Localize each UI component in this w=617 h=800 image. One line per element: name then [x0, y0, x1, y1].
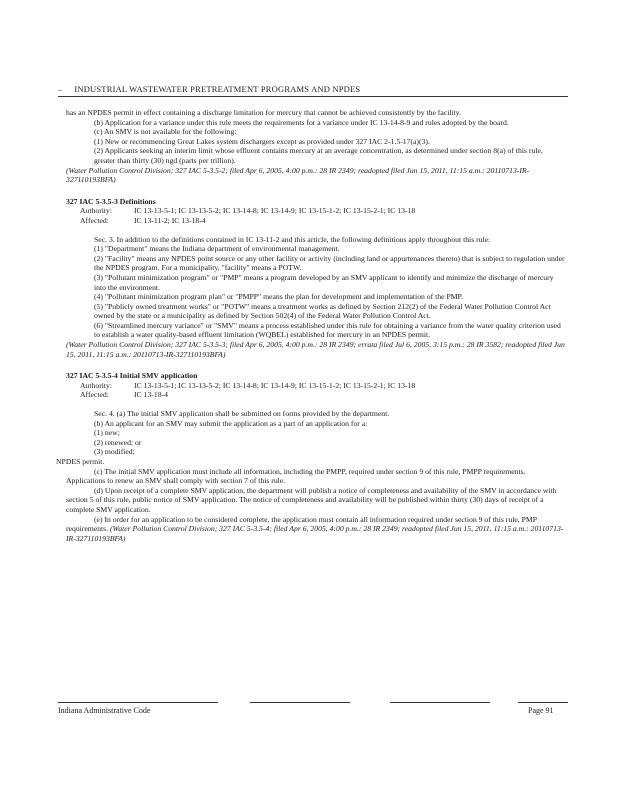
sec4-subsection-c: (c) The initial SMV application must include all information, including the PMPP, required under section 9 of this rule, PMPP requirements. Applications to renew an SMV shall comply with section 7 of this rule.	[66, 466, 526, 486]
document-body	[56, 108, 566, 543]
header-dash: –	[58, 84, 63, 94]
footer-rule-mid	[250, 702, 350, 703]
sec4-subsection-e: (e) In order for an application to be considered complete, the application must contain all information required under section 9 of this rule, PMP requirements. (Water Pollution Control Division; 327 IAC 5-3.5-4; filed Apr 6, 2005, 4:00 p.m.: 28 IR 2349; readopted filed Jun 15, 2011, 11:15 a.m.: 20110713-IR-327110193BFA)	[66, 514, 564, 543]
footer-rule-mid2	[390, 702, 490, 703]
footer-code-name: Indiana Administrative Code	[58, 706, 151, 715]
sec3-def-4: (4) "Pollutant minimization program plan" or "PMPP" means the plan for development and implementation of the PMP.	[94, 292, 463, 302]
sec3-authority: Authority: IC 13-13-5-1; IC 13-13-5-2; IC 13-14-8; IC 13-14-9; IC 13-15-1-2; IC 13-15-2-1; IC 13-18	[80, 206, 416, 216]
sec2-subsection-c: (c) An SMV is not available for the following:	[94, 127, 237, 137]
sec4-item-1: (1) new;	[94, 428, 120, 438]
sec2-item-2: (2) Applicants seeking an interim limit whose effluent contains mercury at an average concentration, as determined under section 8(a) of this rule, greater than thirty (30) ngd (parts per trillion).	[94, 146, 543, 165]
sec2-history-note: (Water Pollution Control Division; 327 IAC 5-3.5-2; filed Apr 6, 2005, 4:00 p.m.: 28 IR 2349; readopted filed Jun 15, 2011, 11:15 a.m.: 20110713-IR-327110193BFA)	[66, 165, 530, 185]
footer-rule-right	[518, 702, 568, 703]
sec2-item-1: (1) New or recommencing Great Lakes system dischargers except as provided under 327 IAC 2-1.5-17(a)(3).	[94, 136, 430, 146]
sec2-continuation: has an NPDES permit in effect containing a discharge limitation for mercury that cannot be achieved consistently by the facility.	[66, 108, 462, 117]
page-number: Page 91	[528, 706, 554, 715]
sec2-subsection-b: (b) Application for a variance under this rule meets the requirements for a variance under IC 13-14-8-9 and rules adopted by the board.	[94, 117, 509, 127]
sec4-affected: Affected: IC 13-18-4	[80, 390, 168, 400]
sec4-title: 327 IAC 5-3.5-4 Initial SMV application	[66, 371, 198, 381]
sec4-subsection-d: (d) Upon receipt of a complete SMV application, the department will publish a notice of completeness and availability of the SMV in accordance with section 5 of this rule, public notice of SMV application. The notice of completeness and availability will be published within thirty (30) days of receipt of a complete SMV application.	[66, 485, 557, 514]
sec4-item-3: (3) modified;	[94, 447, 135, 457]
sec4-history-note: (Water Pollution Control Division; 327 IAC 5-3.5-4; filed Apr 6, 2005, 4:00 p.m.: 28 IR 2349; readopted filed Jun 15, 2011, 11:15 a.m.: 20110713-IR-327110193BFA)	[66, 524, 564, 543]
sec3-title: 327 IAC 5-3.5-3 Definitions	[66, 196, 156, 206]
header-title: INDUSTRIAL WASTEWATER PRETREATMENT PROGRAMS AND NPDES	[74, 84, 361, 94]
sec3-def-3: (3) "Pollutant minimization program" or "PMP" means a program developed by an SMV applicant to identify and minimize the discharge of mercury into the environment.	[94, 272, 554, 292]
sec4-subsection-a: Sec. 4. (a) The initial SMV application shall be submitted on forms provided by the department.	[94, 409, 390, 419]
header-rule	[58, 96, 568, 97]
sec4-item-2: (2) renewed; or	[94, 437, 142, 447]
sec4-subsection-b: (b) An applicant for an SMV may submit the application as a part of an application for a:	[94, 418, 368, 428]
sec3-history-note: (Water Pollution Control Division; 327 IAC 5-3.5-3; filed Apr 6, 2005, 4:00 p.m.: 28 IR 2349; errata filed Jul 6, 2005, 3:15 p.m.: 28 IR 3582; readopted filed Jun 15, 2011, 11:15 a.m.: 20110713-IR-327110193BFA)	[66, 340, 565, 359]
sec3-def-2: (2) "Facility" means any NPDES point source or any other facility or activity (including land or appurtenances thereto) that is subject to regulation under the NPDES program. For a municipality, "facility" means a POTW.	[94, 253, 565, 273]
footer-rule-left	[58, 702, 218, 703]
sec4-b-end: NPDES permit.	[56, 457, 105, 466]
sec3-def-1: (1) "Department" means the Indiana department of environmental management.	[94, 244, 340, 254]
sec3-def-6: (6) "Streamlined mercury variance" or "SMV" means a process established under this rule for obtaining a variance from the water quality criterion used to establish a water quality-based effluent limitation (WQBEL) established for mercury in an NPDES permit.	[94, 320, 561, 340]
running-header	[58, 84, 568, 94]
sec4-authority: Authority: IC 13-13-5-1; IC 13-13-5-2; IC 13-14-8; IC 13-14-9; IC 13-15-1-2; IC 13-15-2-1; IC 13-18	[80, 380, 416, 390]
sec3-intro: Sec. 3. In addition to the definitions contained in IC 13-11-2 and this article, the following definitions apply throughout this rule:	[94, 234, 491, 244]
sec3-affected: Affected: IC 13-11-2; IC 13-18-4	[80, 215, 206, 225]
sec3-def-5: (5) "Publicly owned treatment works" or "POTW" means a treatment works as defined by Section 212(2) of the Federal Water Pollution Control Act owned by the state or a municipality as defined by Section 502(4) of the Federal Water Pollution Control Act.	[94, 301, 551, 321]
